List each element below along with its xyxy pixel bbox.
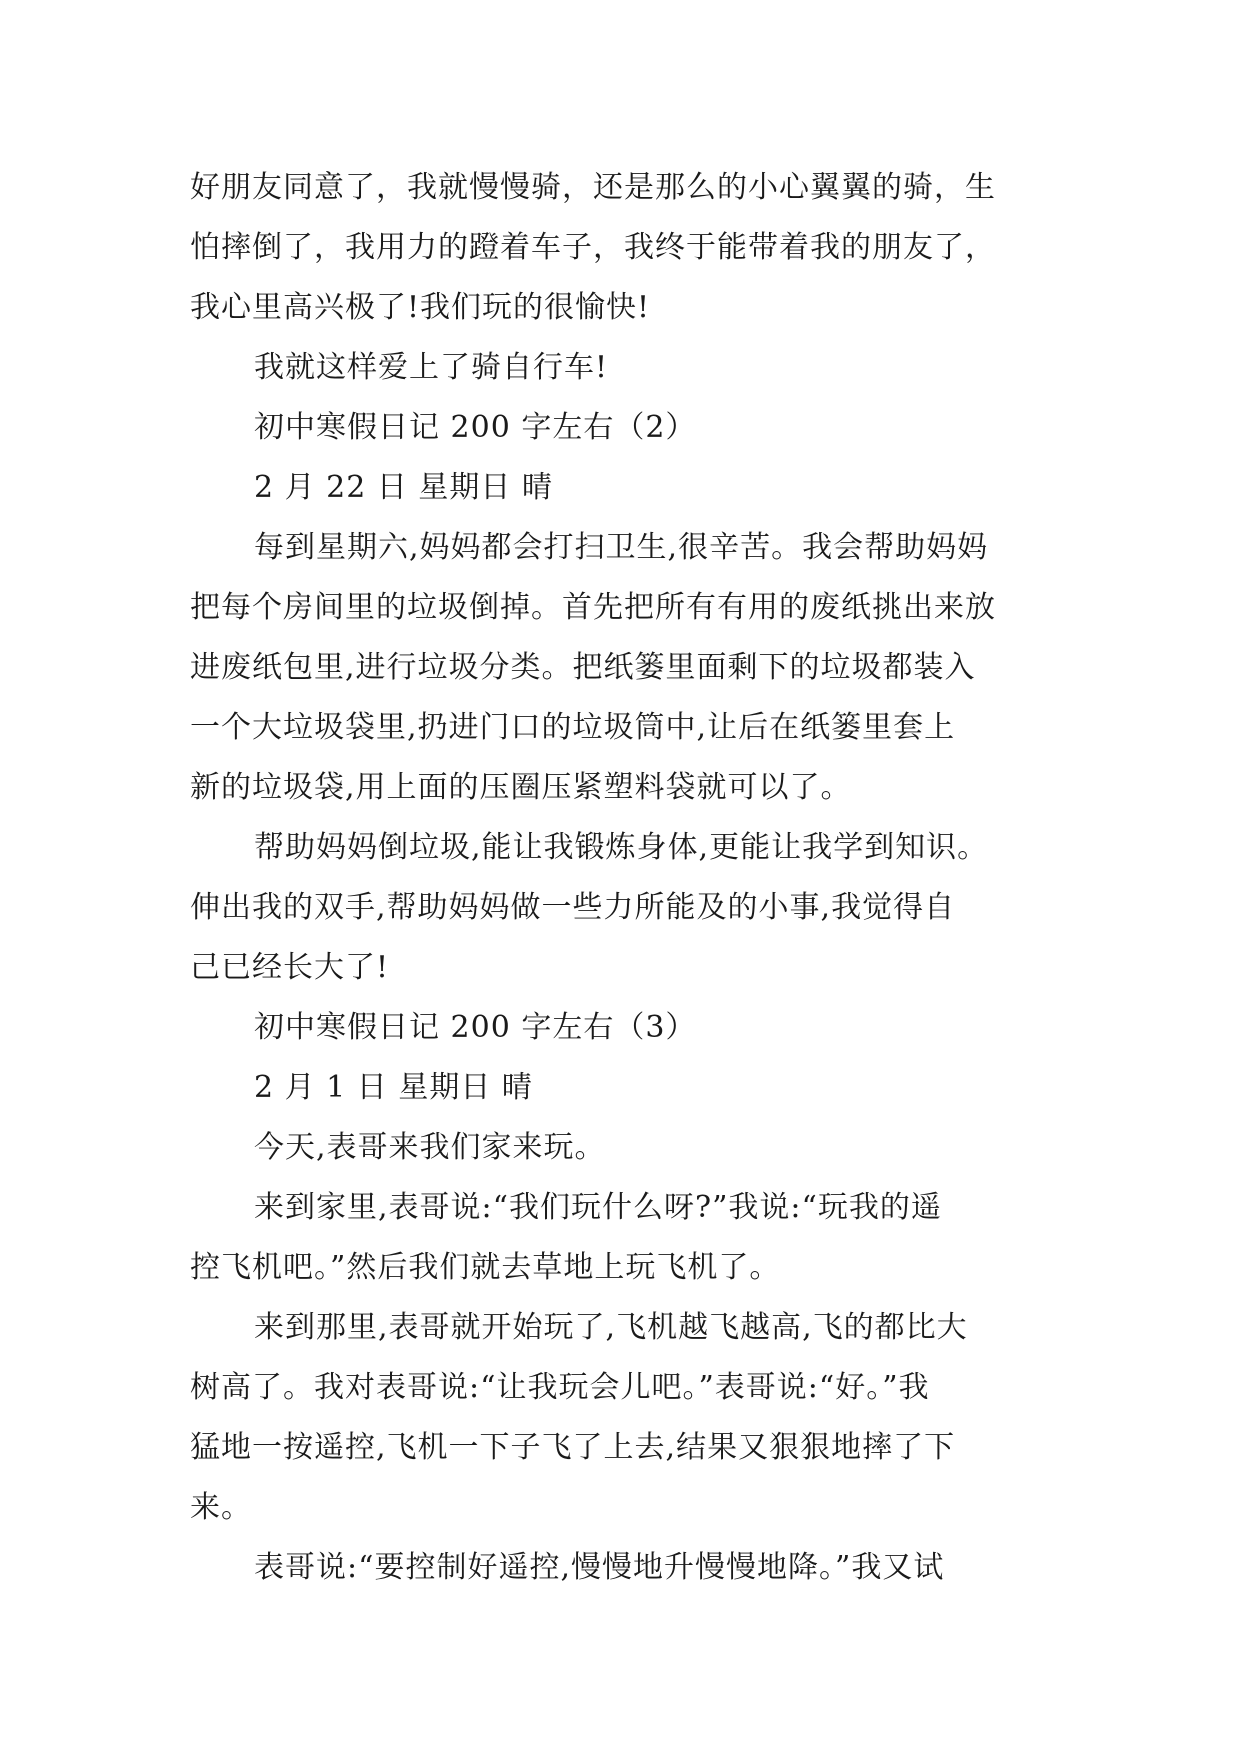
diary-date: 2 月 1 日 星期日 晴 <box>254 1070 533 1105</box>
diary-date: 2 月 22 日 星期日 晴 <box>254 470 553 505</box>
section-title: 初中寒假日记 200 字左右（2） <box>254 410 697 445</box>
text-line: 新的垃圾袋,用上面的压圈压紧塑料袋就可以了。 <box>190 770 852 805</box>
text-line: 控飞机吧。”然后我们就去草地上玩飞机了。 <box>190 1250 781 1285</box>
text-line: 来到家里,表哥说:“我们玩什么呀?”我说:“玩我的遥 <box>254 1190 942 1225</box>
text-line: 进废纸包里,进行垃圾分类。把纸篓里面剩下的垃圾都装入 <box>190 650 976 685</box>
document-page <box>190 158 1060 1598</box>
text-line: 今天,表哥来我们家来玩。 <box>254 1130 606 1165</box>
text-line: 我就这样爱上了骑自行车! <box>254 350 609 385</box>
text-line: 把每个房间里的垃圾倒掉。首先把所有有用的废纸挑出来放 <box>190 590 996 625</box>
text-line: 表哥说:“要控制好遥控,慢慢地升慢慢地降。”我又试 <box>254 1550 945 1585</box>
text-line: 猛地一按遥控,飞机一下子飞了上去,结果又狠狠地摔了下 <box>190 1430 956 1465</box>
text-line: 树高了。我对表哥说:“让我玩会儿吧。”表哥说:“好。”我 <box>190 1370 930 1405</box>
text-line: 来。 <box>190 1490 252 1525</box>
text-line: 好朋友同意了，我就慢慢骑，还是那么的小心翼翼的骑，生 <box>190 170 996 205</box>
text-line: 伸出我的双手,帮助妈妈做一些力所能及的小事,我觉得自 <box>190 890 956 925</box>
text-line: 一个大垃圾袋里,扔进门口的垃圾筒中,让后在纸篓里套上 <box>190 710 956 745</box>
text-line: 己已经长大了! <box>190 950 390 985</box>
text-line: 帮助妈妈倒垃圾,能让我锻炼身体,更能让我学到知识。 <box>254 830 989 865</box>
text-line: 每到星期六,妈妈都会打扫卫生,很辛苦。我会帮助妈妈 <box>254 530 989 565</box>
text-line: 我心里高兴极了!我们玩的很愉快! <box>190 290 651 325</box>
section-title: 初中寒假日记 200 字左右（3） <box>254 1010 697 1045</box>
text-line: 怕摔倒了，我用力的蹬着车子，我终于能带着我的朋友了， <box>190 230 996 265</box>
text-line: 来到那里,表哥就开始玩了,飞机越飞越高,飞的都比大 <box>254 1310 968 1345</box>
